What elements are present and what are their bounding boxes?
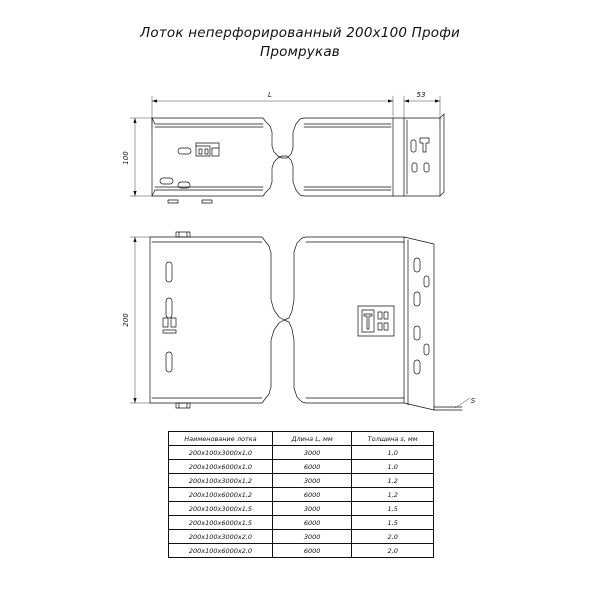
- cell-name: 200х100х3000х2,0: [169, 530, 273, 544]
- cell-length: 6000: [272, 460, 351, 474]
- table-row: [169, 502, 434, 516]
- table-row: [169, 544, 434, 558]
- cell-length: 6000: [272, 516, 351, 530]
- table-row: [169, 530, 434, 544]
- cell-name: 200х100х3000х1,2: [169, 474, 273, 488]
- cell-length: 6000: [272, 488, 351, 502]
- cell-thickness: 1,0: [352, 446, 434, 460]
- cell-length: 3000: [272, 530, 351, 544]
- cell-name: 200х100х6000х1,2: [169, 488, 273, 502]
- cell-length: 3000: [272, 474, 351, 488]
- cell-thickness: 1,2: [352, 488, 434, 502]
- table-header-thickness: Толщина s, мм: [352, 432, 434, 446]
- dim-length-label: L: [268, 91, 272, 99]
- title-line-1: Лоток неперфорированный 200х100 Профи: [140, 25, 460, 41]
- dim-height-top-label: 100: [122, 151, 130, 165]
- cell-thickness: 2,0: [352, 530, 434, 544]
- dim-height-front-label: 200: [122, 313, 130, 327]
- cell-thickness: 1,0: [352, 460, 434, 474]
- table-header-length: Длина L, мм: [272, 432, 351, 446]
- title-line-2: Промрукав: [260, 44, 340, 60]
- cell-name: 200х100х6000х1,5: [169, 516, 273, 530]
- cell-length: 3000: [272, 502, 351, 516]
- cell-length: 3000: [272, 446, 351, 460]
- table-row: [169, 516, 434, 530]
- table-header-row: [169, 432, 434, 446]
- table-row: [169, 460, 434, 474]
- cell-thickness: 1,2: [352, 474, 434, 488]
- dim-width-label: 53: [416, 91, 426, 99]
- cell-name: 200х100х6000х2,0: [169, 544, 273, 558]
- cell-name: 200х100х3000х1,5: [169, 502, 273, 516]
- spec-table: [168, 431, 434, 558]
- cell-thickness: 2,0: [352, 544, 434, 558]
- cell-thickness: 1,5: [352, 502, 434, 516]
- cell-thickness: 1,5: [352, 516, 434, 530]
- table-row: [169, 474, 434, 488]
- table-row: [169, 488, 434, 502]
- dim-thickness-label: S: [470, 397, 476, 405]
- table-header-name: Наименование лотка: [169, 432, 273, 446]
- cell-name: 200х100х6000х1,0: [169, 460, 273, 474]
- cell-name: 200х100х3000х1,0: [169, 446, 273, 460]
- cell-length: 6000: [272, 544, 351, 558]
- table-row: [169, 446, 434, 460]
